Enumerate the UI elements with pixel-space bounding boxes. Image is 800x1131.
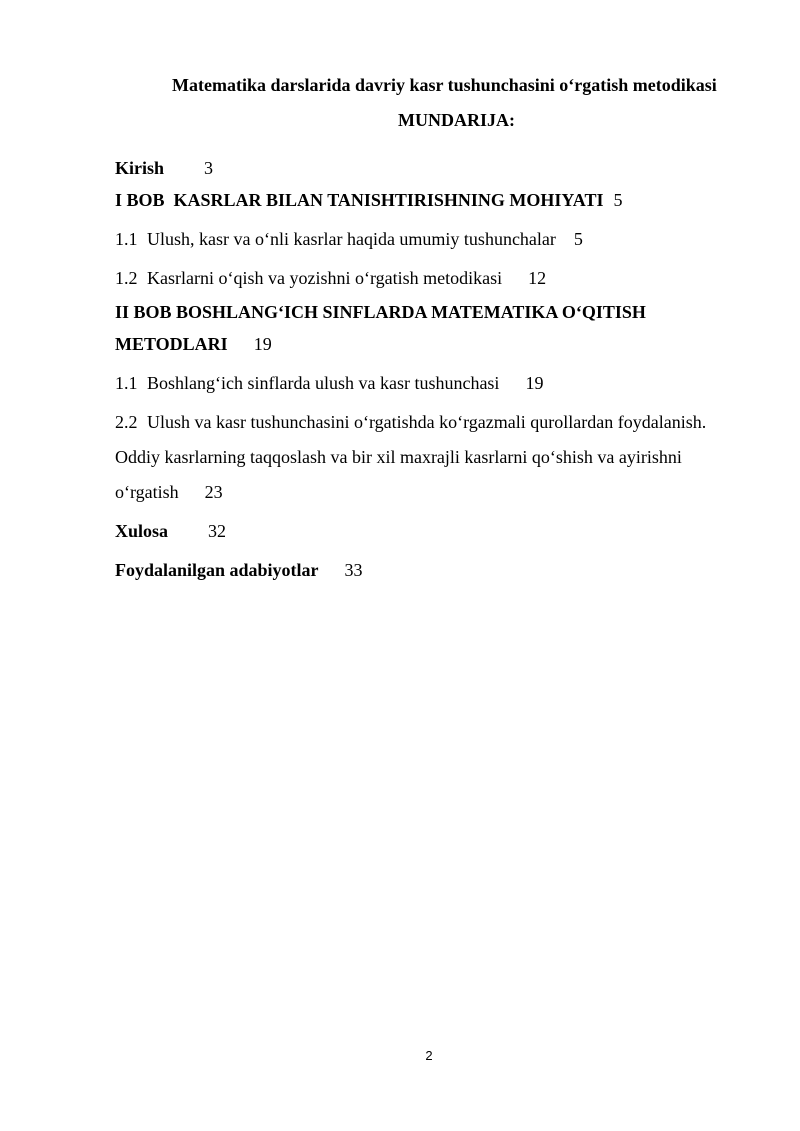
toc-entry-section-2-1[interactable] [115, 370, 775, 396]
toc-entry-label-line-2: METODLARI [115, 334, 228, 354]
toc-entry-page: 5 [573, 229, 583, 249]
toc-entry-label-line-3: o‘rgatish [115, 482, 179, 502]
toc-entry-label: Foydalanilgan adabiyotlar [115, 560, 319, 580]
toc-entry-label: Xulosa [115, 521, 169, 541]
toc-entry-intro[interactable] [115, 155, 775, 181]
toc-entry-chapter-1[interactable] [115, 187, 775, 213]
toc-entry-label: I BOB KASRLAR BILAN TANISHTIRISHNING MOHIYATI [115, 190, 604, 210]
toc-entry-page: 5 [613, 190, 623, 210]
page-number: 2 [425, 1048, 433, 1063]
toc-entry-page: 3 [204, 158, 214, 178]
toc-entry-section-2-2[interactable] [115, 409, 775, 505]
toc-entry-label: Boshlang‘ich sinflarda ulush va kasr tushunchasi [147, 373, 500, 393]
toc-entry-page: 23 [204, 482, 223, 502]
toc-entry-page: 19 [253, 334, 272, 354]
toc-entry-section-1-1[interactable] [115, 226, 775, 252]
toc-entry-label: Ulush, kasr va o‘nli kasrlar haqida umumiy tushunchalar [147, 229, 556, 249]
document-title: Matematika darslarida davriy kasr tushunchasini o‘rgatish metodikasi [172, 75, 717, 95]
toc-entry-page: 19 [525, 373, 544, 393]
toc-entry-label: Kasrlarni o‘qish va yozishni o‘rgatish metodikasi [147, 268, 503, 288]
toc-entry-page: 33 [344, 560, 363, 580]
toc-heading: MUNDARIJA: [398, 110, 515, 130]
toc-entry-references[interactable] [115, 557, 775, 583]
toc-entry-page: 32 [208, 521, 227, 541]
toc-section-number: 1.1 [115, 373, 138, 393]
toc-entry-conclusion[interactable] [115, 518, 775, 544]
toc-entry-label-line-2: Oddiy kasrlarning taqqoslash va bir xil maxrajli kasrlarni qo‘shish va ayirishni [115, 447, 682, 467]
toc-entry-label: Kirish [115, 158, 165, 178]
toc-entry-label-line-1: Ulush va kasr tushunchasini o‘rgatishda ko‘rgazmali qurollardan foydalanish. [147, 412, 707, 432]
toc-entry-label-line-1: II BOB BOSHLANG‘ICH SINFLARDA MATEMATIKA O‘QITISH [115, 302, 646, 322]
toc-section-number: 1.1 [115, 229, 138, 249]
toc-section-number: 1.2 [115, 268, 138, 288]
table-of-contents [115, 155, 775, 583]
toc-entry-page: 12 [528, 268, 547, 288]
toc-entry-section-1-2[interactable] [115, 265, 775, 291]
toc-entry-chapter-2[interactable] [115, 299, 775, 357]
toc-section-number: 2.2 [115, 412, 138, 432]
